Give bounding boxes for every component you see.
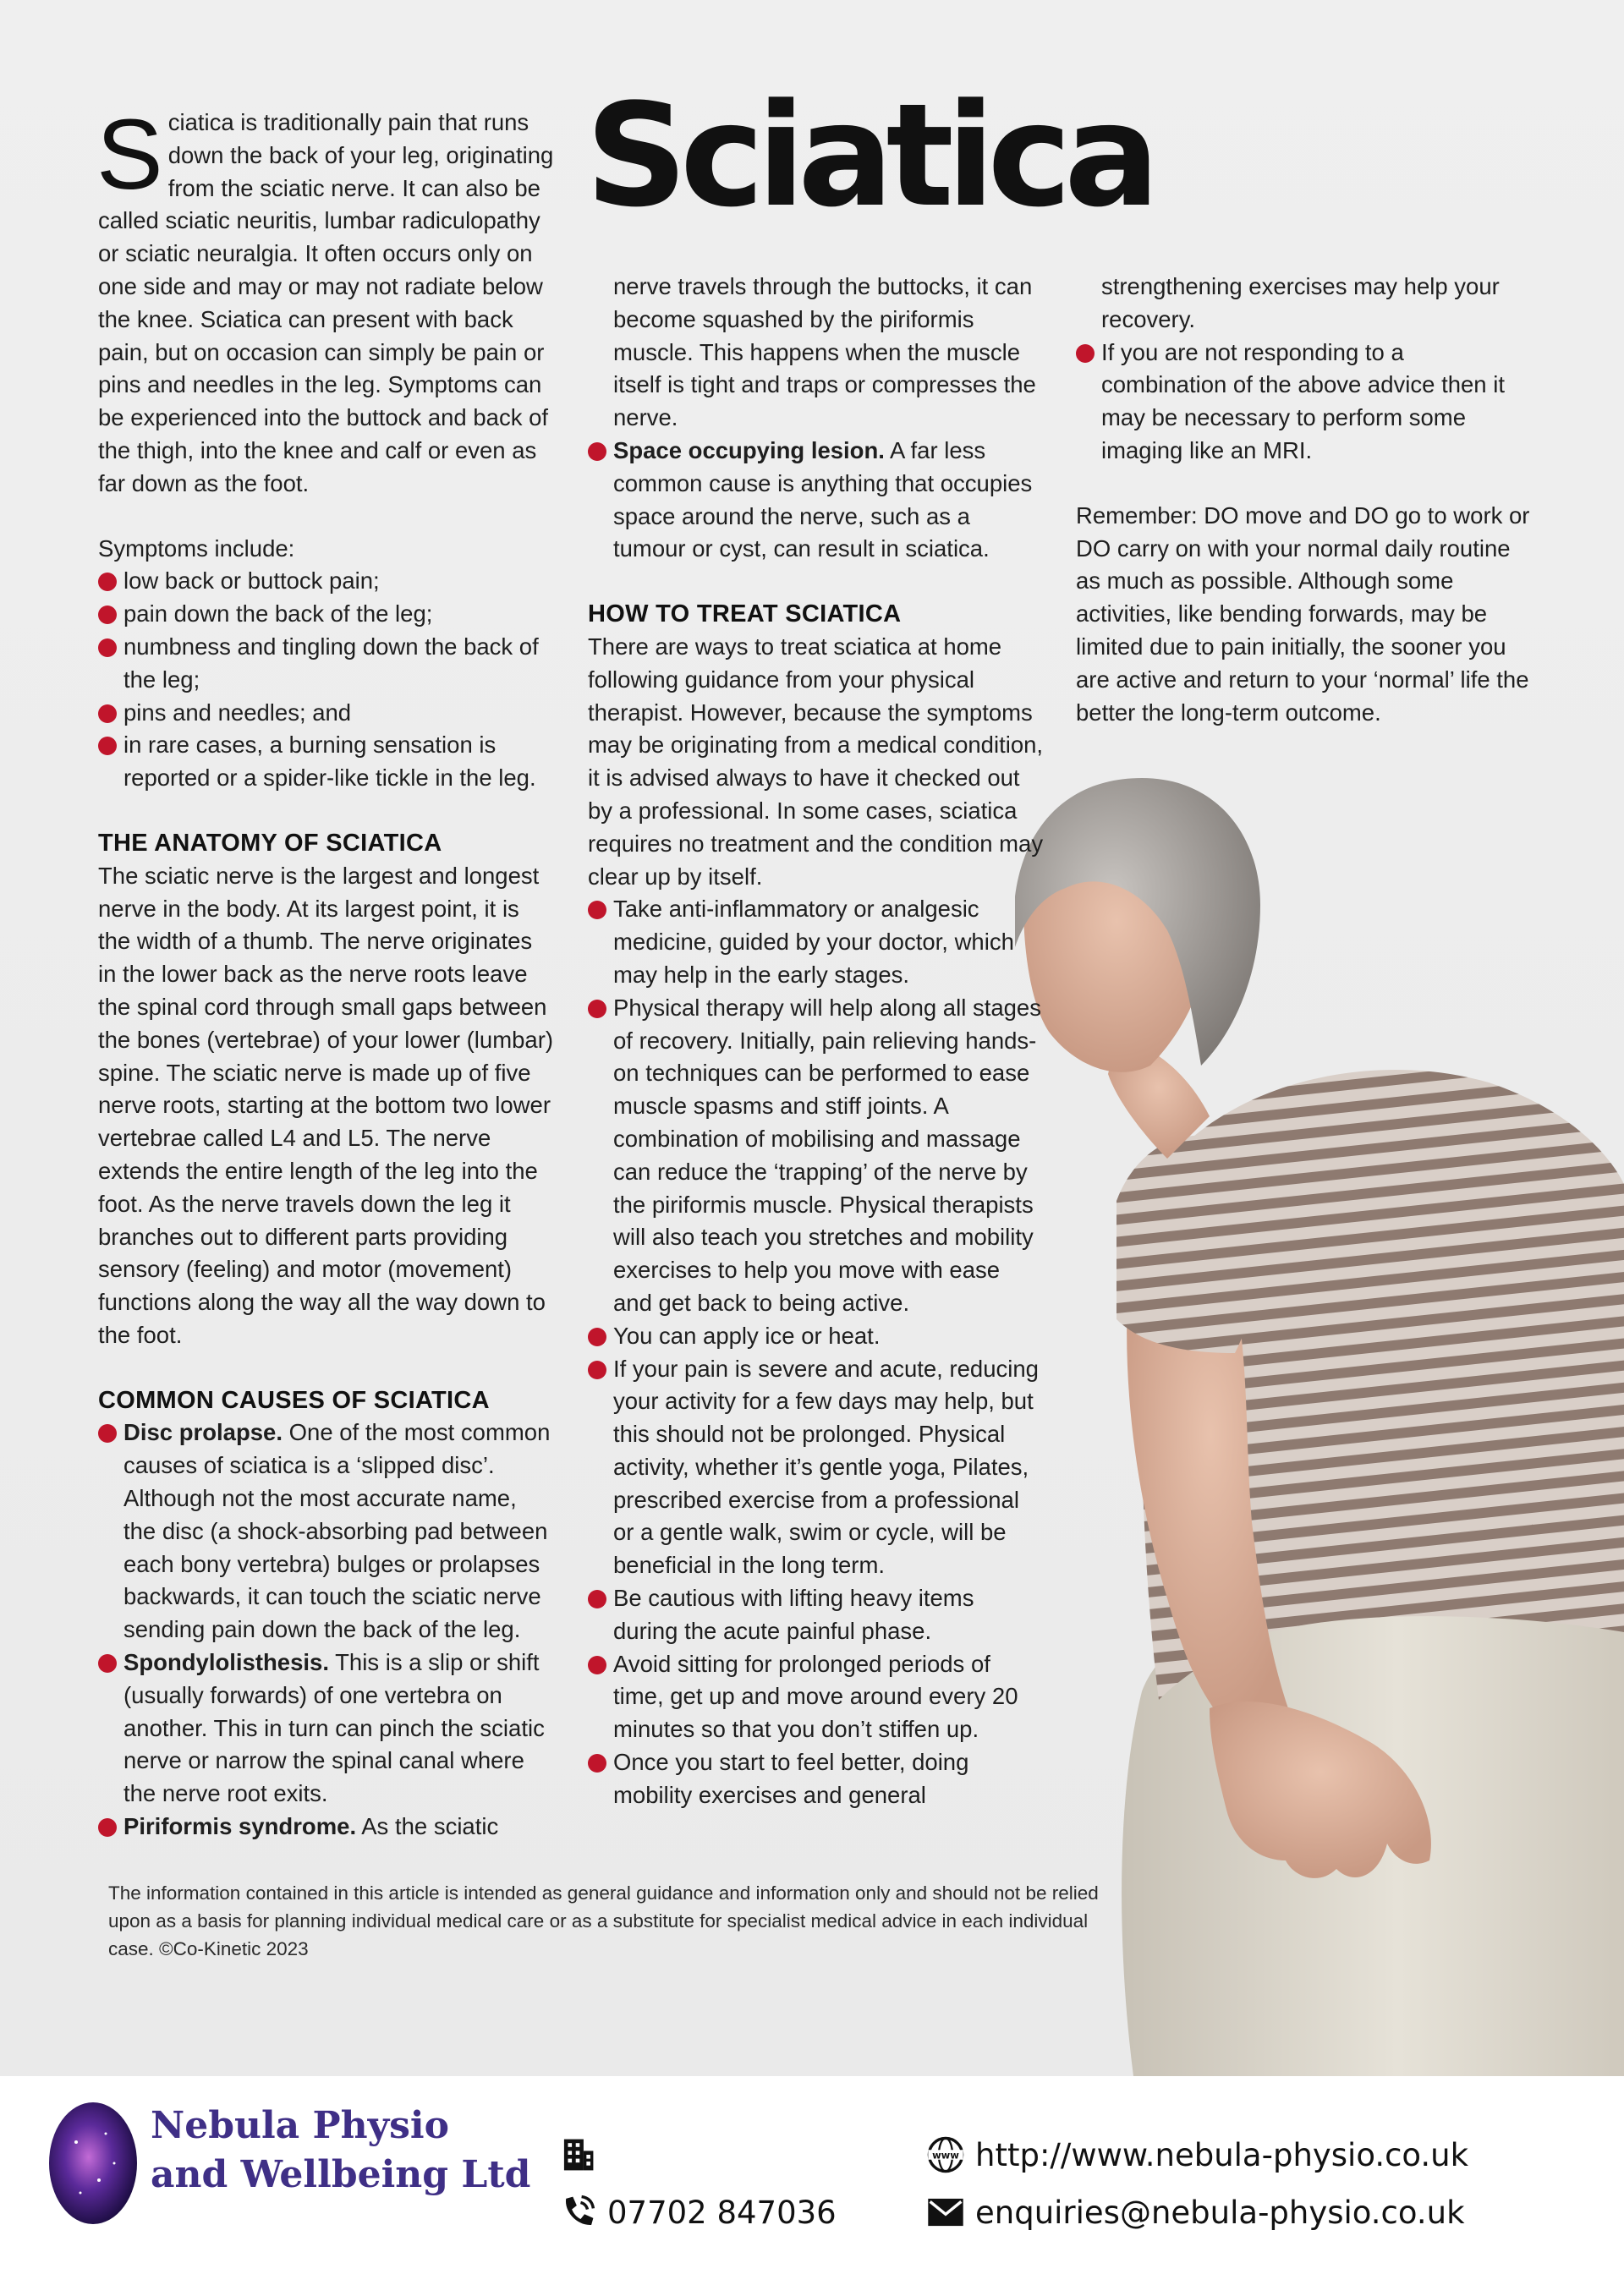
treat-list-end: [1076, 337, 1533, 468]
anatomy-text: The sciatic nerve is the largest and longest nerve in the body. At its largest point, it is the width of a thumb. The nerve originates in the lower back as the nerve roots leave the spinal cord through small gaps between the bones (vertebrae) of your lower (lumbar) spine. The sciatic nerve is made up of five nerve roots, starting at the bottom two lower vertebrae called L4 and L5. The nerve extends the entire length of the leg into the foot. As the nerve travels down the leg it branches out to different parts providing sensory (feeling) and motor (movement) functions along the way all the way down to the foot.: [98, 862, 554, 1348]
email-link[interactable]: enquiries@nebula-physio.co.uk: [975, 2194, 1465, 2231]
column-2: [588, 271, 1045, 1812]
address-row: [558, 2135, 607, 2174]
bullet-icon: [588, 901, 606, 919]
bullet-icon: [588, 1361, 606, 1379]
email-row[interactable]: [926, 2193, 1465, 2232]
list-item: low back or buttock pain;: [98, 565, 555, 598]
website-link[interactable]: http://www.nebula-physio.co.uk: [975, 2136, 1469, 2173]
list-item: If you are not responding to a combination of the above advice then it may be necessary to perform some imaging like an MRI.: [1076, 337, 1533, 468]
bullet-icon: [98, 1424, 117, 1443]
website-row[interactable]: [926, 2135, 1468, 2174]
anatomy-heading: THE ANATOMY OF SCIATICA: [98, 829, 442, 857]
phone-icon: [558, 2193, 597, 2232]
drop-cap: S: [96, 99, 163, 211]
page-title: Sciatica: [585, 73, 1153, 238]
nebula-logo-icon: [47, 2100, 140, 2227]
causes-heading: COMMON CAUSES OF SCIATICA: [98, 1386, 490, 1414]
column-1: [96, 99, 555, 1844]
treat-continued: strengthening exercises may help your recovery.: [1101, 273, 1500, 332]
bullet-icon: [98, 638, 117, 657]
disclaimer: The information contained in this article is intended as general guidance and information only and should not be relied upon as a basis for planning individual medical care or as a substitute for specialist medical advice in each individual case. ©Co-Kinetic 2023: [108, 1882, 1099, 1959]
list-item: numbness and tingling down the back of the leg;: [98, 631, 555, 697]
intro-paragraph: [96, 99, 555, 501]
bullet-icon: [98, 606, 117, 624]
web-icon: [926, 2135, 965, 2174]
list-item: You can apply ice or heat.: [588, 1320, 1045, 1353]
list-item: Take anti-inflammatory or analgesic medicine, guided by your doctor, which may help in the early stages.: [588, 893, 1045, 991]
list-item: in rare cases, a burning sensation is reported or a spider-like tickle in the leg.: [98, 729, 555, 795]
bullet-icon: [98, 1818, 117, 1837]
bullet-icon: [98, 704, 117, 723]
treat-text: There are ways to treat sciatica at home following guidance from your physical therapist. However, because the symptoms may be originating from a medical condition, it is advised always to have it checked out by a professional. In some cases, sciatica requires no treatment and the condition may clear up by itself.: [588, 633, 1044, 890]
bullet-icon: [588, 1656, 606, 1674]
building-icon: [558, 2135, 597, 2174]
phone-number[interactable]: 07702 847036: [607, 2194, 837, 2231]
bullet-icon: [588, 1000, 606, 1018]
intro-text: ciatica is traditionally pain that runs down the back of your leg, originating from the sciatic nerve. It can also be called sciatic neuritis, lumbar radiculopathy or sciatic neuralgia. It often occurs only on one side and may or may not radiate below the knee. Sciatica can present with back pain, but on occasion can simply be pain or pins and needles in the leg. Symptoms can be experienced into the buttock and back of the thigh, into the knee and calf or even as far down as the foot.: [98, 109, 554, 496]
list-item: Piriformis syndrome. As the sciatic: [98, 1811, 555, 1844]
company-name: Nebula Physio and Wellbeing Ltd: [151, 2104, 531, 2196]
remember-text: Remember: DO move and DO go to work or DO carry on with your normal daily routine as much as possible. Although some activities, like bending forwards, may be limited due to pain initially, the sooner you are active and return to your ‘normal’ life the better the long-term outcome.: [1076, 501, 1530, 726]
list-item: Avoid sitting for prolonged periods of time, get up and move around every 20 minutes so that you don’t stiffen up.: [588, 1648, 1045, 1746]
list-item: pins and needles; and: [98, 697, 555, 730]
footer: [0, 2076, 1624, 2296]
bullet-icon: [98, 1654, 117, 1673]
list-item: Once you start to feel better, doing mobility exercises and general: [588, 1746, 1045, 1812]
bullet-icon: [98, 573, 117, 591]
piriformis-continued: nerve travels through the buttocks, it can become squashed by the piriformis muscle. This happens when the muscle itself is tight and traps or compresses the nerve.: [613, 273, 1036, 431]
mail-icon: [926, 2193, 965, 2232]
causes-list: [98, 1417, 555, 1843]
list-item: Space occupying lesion. A far less common cause is anything that occupies space around the nerve, such as a tumour or cyst, can result in sciatica.: [588, 435, 1045, 566]
list-item: Disc prolapse. One of the most common causes of sciatica is a ‘slipped disc’. Although not the most accurate name, the disc (a shock-absorbing pad between each bony vertebra) bulges or prolapses backwards, it can touch the sciatic nerve sending pain down the back of the leg.: [98, 1417, 555, 1647]
list-item: pain down the back of the leg;: [98, 598, 555, 631]
lesion-list: [588, 435, 1045, 566]
treat-heading: HOW TO TREAT SCIATICA: [588, 600, 902, 628]
column-3: [1076, 271, 1533, 729]
list-item: Spondylolisthesis. This is a slip or shift (usually forwards) of one vertebra on another. This in turn can pinch the sciatic nerve or narrow the spinal canal where the nerve root exits.: [98, 1647, 555, 1811]
bullet-icon: [588, 1328, 606, 1346]
treat-list: [588, 893, 1045, 1811]
symptoms-list: [98, 565, 555, 795]
phone-row[interactable]: [558, 2193, 837, 2232]
svg-text:www: www: [932, 2149, 959, 2162]
bullet-icon: [1076, 344, 1095, 363]
bullet-icon: [98, 737, 117, 755]
list-item: Be cautious with lifting heavy items during the acute painful phase.: [588, 1582, 1045, 1648]
bullet-icon: [588, 1590, 606, 1608]
symptoms-lead: Symptoms include:: [98, 534, 295, 562]
bullet-icon: [588, 442, 606, 461]
bullet-icon: [588, 1754, 606, 1773]
list-item: Physical therapy will help along all stages of recovery. Initially, pain relieving hands-on techniques can be performed to ease muscle spasms and stiff joints. A combination of mobilising and massage can reduce the ‘trapping’ of the nerve by the piriformis muscle. Physical therapists will also teach you stretches and mobility exercises to help you move with ease and get back to being active.: [588, 992, 1045, 1320]
list-item: If your pain is severe and acute, reducing your activity for a few days may help, but this should not be prolonged. Physical activity, whether it’s gentle yoga, Pilates, prescribed exercise from a professional or a gentle walk, swim or cycle, will be beneficial in the long term.: [588, 1353, 1045, 1583]
